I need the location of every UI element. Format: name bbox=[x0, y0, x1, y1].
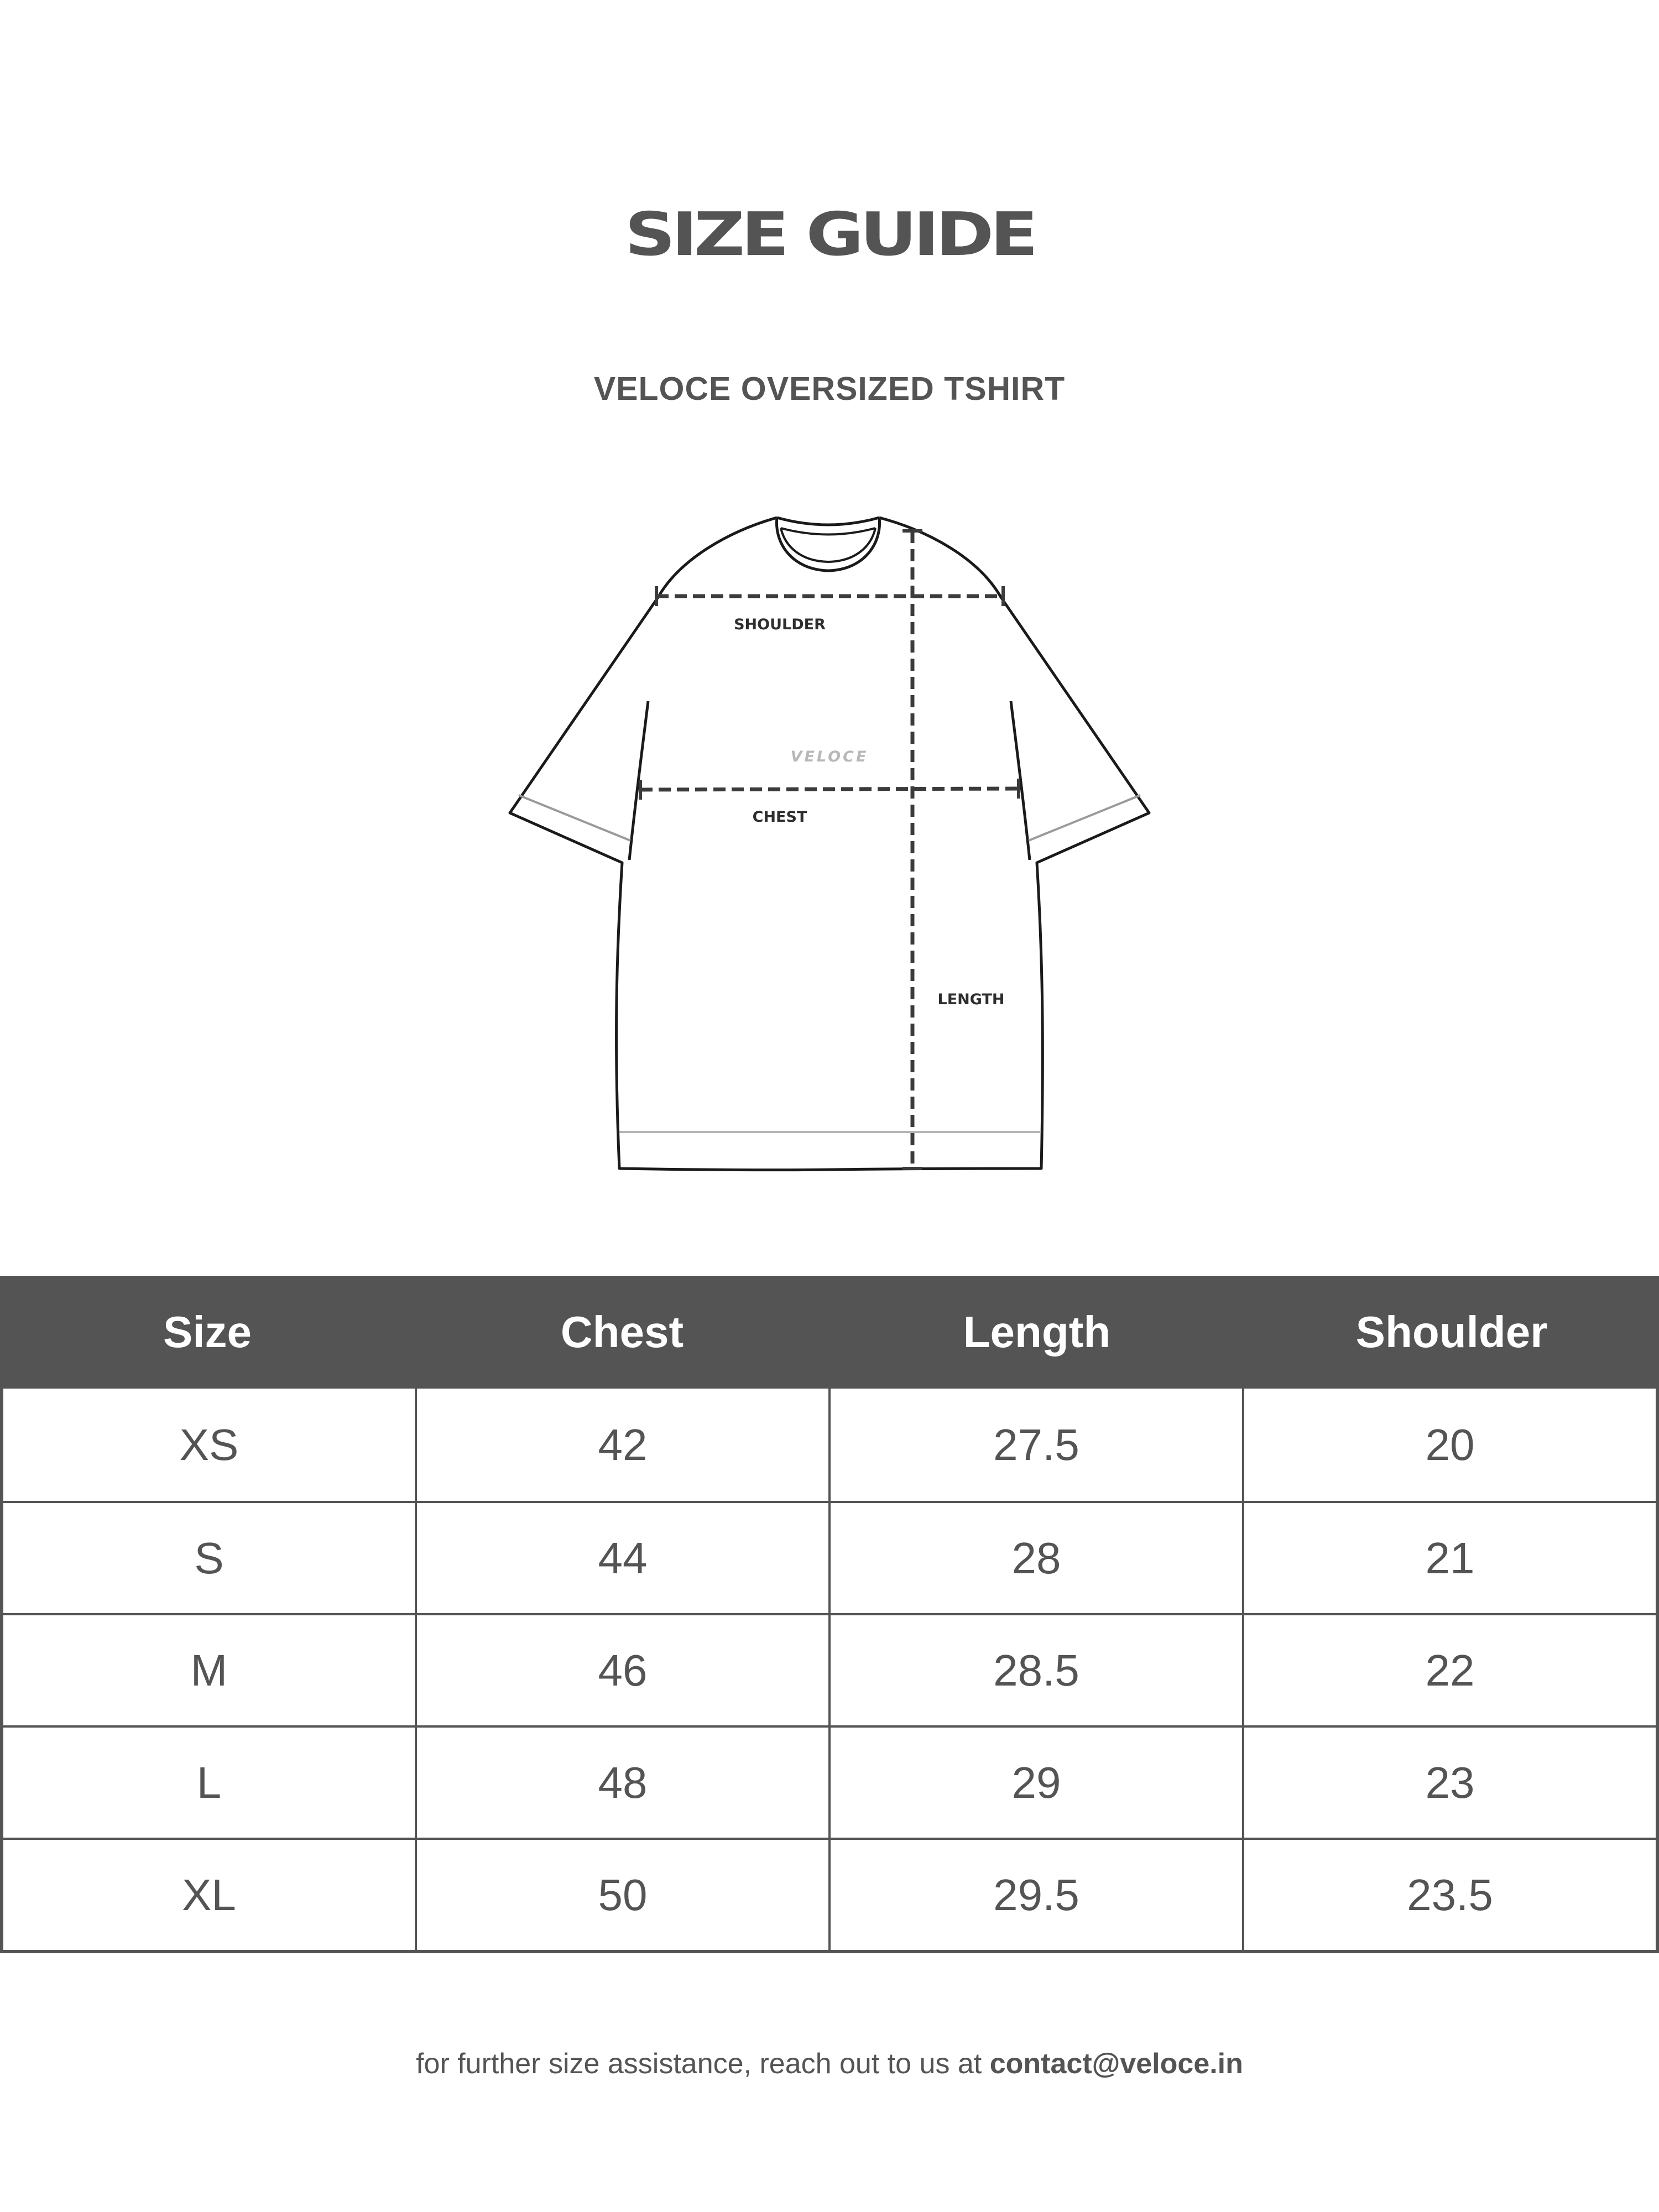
table-row bbox=[3, 1613, 1656, 1725]
size-table bbox=[0, 1276, 1659, 1953]
cell-shoulder: 23.5 bbox=[1242, 1840, 1656, 1950]
table-row bbox=[3, 1501, 1656, 1613]
cell-size: XS bbox=[179, 1420, 239, 1469]
cell-length: 29.5 bbox=[828, 1840, 1242, 1950]
tshirt-icon bbox=[498, 509, 1161, 1183]
cell-length: 28.5 bbox=[828, 1615, 1242, 1725]
cell-chest: 44 bbox=[415, 1503, 828, 1613]
table-row bbox=[3, 1389, 1656, 1501]
cell-chest: 46 bbox=[415, 1615, 828, 1725]
cell-size: S bbox=[194, 1533, 224, 1583]
page-title: SIZE GUIDE bbox=[624, 200, 1035, 269]
chest-label: CHEST bbox=[752, 808, 807, 826]
cell-chest: 48 bbox=[415, 1728, 828, 1838]
chest-measure-line bbox=[640, 789, 1019, 790]
cell-chest: 50 bbox=[415, 1840, 828, 1950]
cell-shoulder: 23 bbox=[1242, 1728, 1656, 1838]
table-row bbox=[3, 1838, 1656, 1950]
cell-size: L bbox=[196, 1757, 222, 1807]
length-label: LENGTH bbox=[937, 991, 1005, 1008]
header-shoulder: Shoulder bbox=[1355, 1307, 1548, 1357]
brand-watermark: VELOCE bbox=[790, 748, 869, 765]
contact-email-link[interactable]: contact@veloce.in bbox=[989, 2048, 1243, 2080]
product-name: VELOCE OVERSIZED TSHIRT bbox=[593, 371, 1066, 407]
header-size: Size bbox=[163, 1307, 252, 1357]
assistance-text: for further size assistance, reach out to us at bbox=[416, 2048, 990, 2080]
cell-size: M bbox=[190, 1645, 228, 1695]
tshirt-diagram bbox=[498, 509, 1161, 1183]
cell-shoulder: 20 bbox=[1242, 1389, 1656, 1501]
cell-length: 29 bbox=[828, 1728, 1242, 1838]
assistance-note bbox=[0, 2046, 1659, 2081]
header-length: Length bbox=[963, 1307, 1111, 1357]
cell-shoulder: 22 bbox=[1242, 1615, 1656, 1725]
header-chest: Chest bbox=[560, 1307, 684, 1357]
table-header bbox=[0, 1276, 1659, 1389]
cell-chest: 42 bbox=[415, 1389, 828, 1501]
cell-size: XL bbox=[182, 1870, 236, 1919]
table-row bbox=[3, 1725, 1656, 1838]
tshirt-outline bbox=[510, 518, 1149, 1170]
cell-length: 28 bbox=[828, 1503, 1242, 1613]
table-body bbox=[0, 1389, 1659, 1953]
cell-shoulder: 21 bbox=[1242, 1503, 1656, 1613]
cell-length: 27.5 bbox=[828, 1389, 1242, 1501]
shoulder-label: SHOULDER bbox=[734, 616, 826, 633]
